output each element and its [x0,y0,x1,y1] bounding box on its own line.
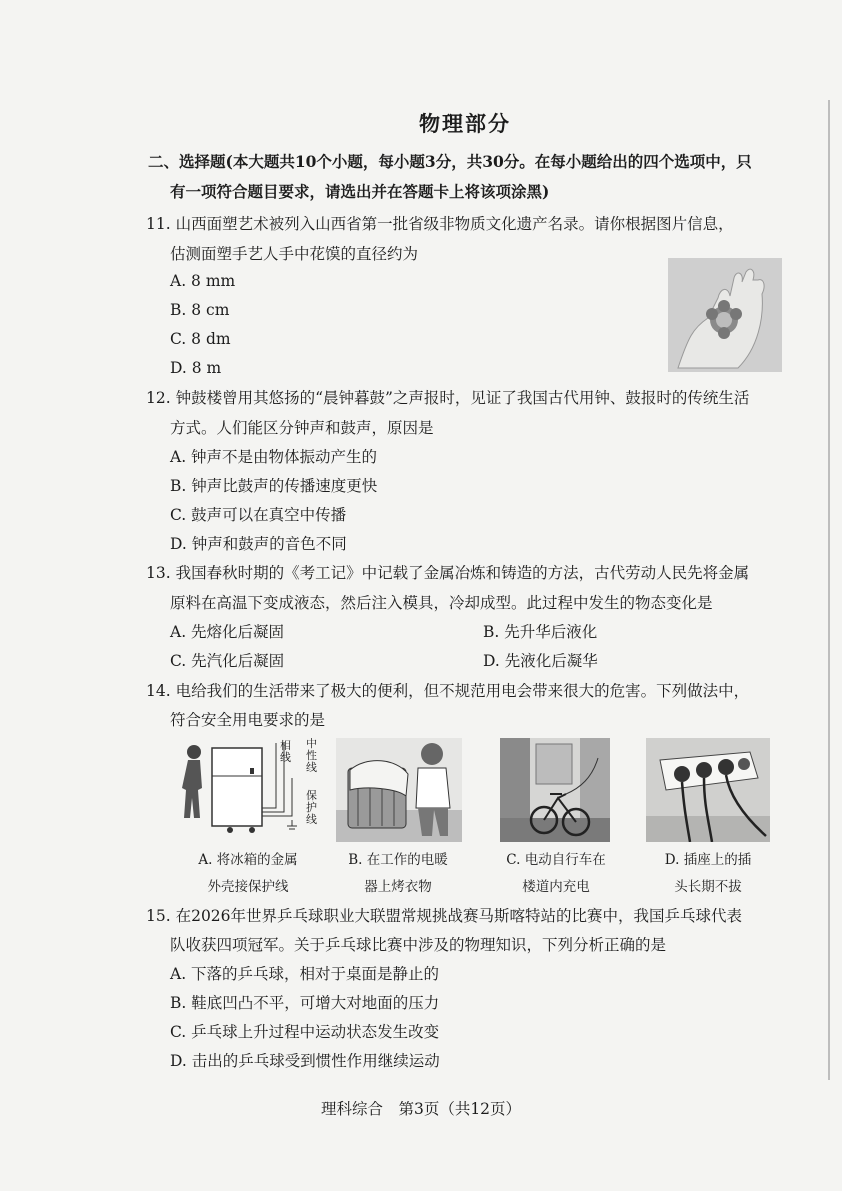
neutral-wire-label: 中性线 [306,738,317,774]
power-strip-plugs-figure [646,738,770,842]
question-11-line2: 估测面塑手艺人手中花馍的直径约为 [170,245,419,263]
question-15-line2: 队收获四项冠军。关于乒乓球比赛中涉及的物理知识，下列分析正确的是 [170,936,667,954]
question-12-line1: 12. 钟鼓楼曾用其悠扬的“晨钟暮鼓”之声报时，见证了我国古代用钟、鼓报时的传统生活 [146,389,750,407]
q14-caption-d-line1: D. 插座上的插 [664,852,752,868]
q14-caption-c-line1: C. 电动自行车在 [506,852,606,868]
ground-wire-label: 保护线 [306,789,317,826]
question-13-line1: 13. 我国春秋时期的《考工记》中记载了金属冶炼和铸造的方法，古代劳动人民先将金属 [146,564,750,582]
q15-option-d: D. 击出的乒乓球受到惯性作用继续运动 [170,1052,440,1070]
page-footer: 理科综合 第3页（共12页） [320,1100,522,1118]
ebike-charging-hallway-figure [500,738,610,842]
q11-option-c: C. 8 dm [170,330,231,348]
q11-option-b: B. 8 cm [170,301,230,319]
q11-option-a: A. 8 mm [170,272,236,290]
q13-option-b: B. 先升华后液化 [483,623,598,641]
question-13-line2: 原料在高温下变成液态，然后注入模具，冷却成型。此过程中发生的物态变化是 [170,594,713,612]
q13-option-c: C. 先汽化后凝固 [170,652,285,670]
section-heading-line1: 二、选择题(本大题共10个小题，每小题3分，共30分。在每小题给出的四个选项中，只 [148,152,752,171]
q12-option-d: D. 钟声和鼓声的音色不同 [170,535,347,553]
q13-option-a: A. 先熔化后凝固 [170,623,285,641]
q14-caption-b [328,847,468,901]
q15-option-b: B. 鞋底凹凸不平，可增大对地面的压力 [170,994,440,1012]
q14-caption-b-line1: B. 在工作的电暖 [348,852,448,868]
live-wire-label: 相线 [280,739,291,764]
q14-caption-d [638,847,778,901]
question-11-line1: 11. 山西面塑艺术被列入山西省第一批省级非物质文化遗产名录。请你根据图片信息， [146,215,734,233]
section-heading-line2: 有一项符合题目要求，请选出并在答题卡上将该项涂黑) [170,182,550,201]
q11-option-d: D. 8 m [170,359,222,377]
q12-option-c: C. 鼓声可以在真空中传播 [170,506,347,524]
fridge-ground-wire-figure [172,738,322,842]
page-edge [828,100,830,1080]
q14-caption-a-line2: 外壳接保护线 [207,879,289,895]
q14-caption-b-line2: 器上烤衣物 [364,879,432,895]
q12-option-b: B. 钟声比鼓声的传播速度更快 [170,477,378,495]
q12-option-a: A. 钟声不是由物体振动产生的 [170,448,378,466]
q14-caption-a-line1: A. 将冰箱的金属 [198,852,298,868]
q15-option-c: C. 乒乓球上升过程中运动状态发生改变 [170,1023,440,1041]
question-15-line1: 15. 在2026年世界乒乓球职业大联盟常规挑战赛马斯喀特站的比赛中，我国乒乓球代表 [146,907,743,925]
q14-caption-d-line2: 头长期不拔 [674,879,742,895]
page-title: 物理部分 [419,111,511,136]
question-12-line2: 方式。人们能区分钟声和鼓声，原因是 [170,419,434,437]
q14-caption-a [178,847,318,901]
question-14-line2: 符合安全用电要求的是 [170,711,326,729]
q14-caption-c-line2: 楼道内充电 [522,879,590,895]
clothes-on-heater-figure [336,738,462,842]
q13-option-d: D. 先液化后凝华 [483,652,598,670]
q15-option-a: A. 下落的乒乓球，相对于桌面是静止的 [170,965,440,983]
hand-flower-bun-image [668,258,782,372]
q14-caption-c [486,847,626,901]
question-14-line1: 14. 电给我们的生活带来了极大的便利，但不规范用电会带来很大的危害。下列做法中， [146,682,750,700]
